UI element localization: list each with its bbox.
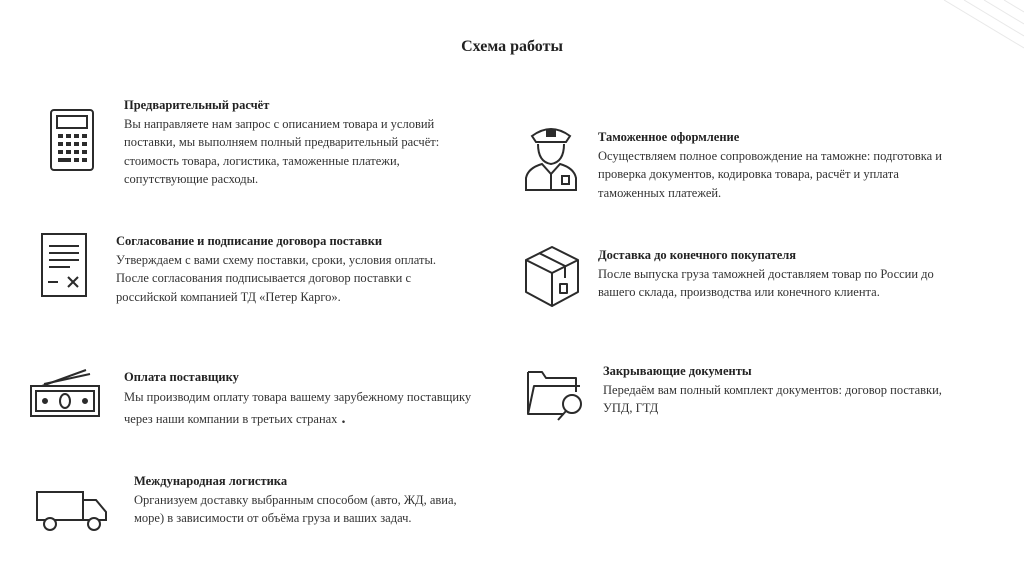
calculator-icon [48, 108, 100, 174]
step-heading: Предварительный расчёт [124, 98, 270, 112]
step-description: Утверждаем с вами схему поставки, сроки, условия оплаты. После согласования подписывается договор поставки с российской компанией ТД «Петер Карго». [116, 252, 436, 304]
step-description: Организуем доставку выбранным способом (авто, ЖД, авиа, море) в зависимости от объёма груза и ваших задач. [134, 492, 457, 526]
step-description: Вы направляете нам запрос с описанием товара и условий поставки, мы выполняем полный предварительный расчёт: стоимость товара, логистика, таможенные платежи, сопутствующие расходы. [124, 116, 440, 187]
step-heading: Согласование и подписание договора поставки [116, 234, 383, 248]
step-description: Передаём вам полный комплект документов: договор поставки, УПД, ГТД [603, 382, 942, 416]
trailing-dot: . [341, 410, 346, 427]
step-description: Мы производим оплату товара вашему зарубежному поставщику через наши компании в третьих странах [124, 390, 472, 426]
box-icon [522, 244, 582, 310]
step-heading: Оплата поставщику [124, 370, 239, 384]
page-title: Схема работы [461, 38, 563, 55]
money-icon [28, 364, 104, 422]
step-heading: Международная логистика [134, 474, 288, 488]
customs-officer-icon [522, 124, 580, 194]
truck-icon [34, 488, 110, 534]
step-heading: Таможенное оформление [598, 130, 740, 144]
step-heading: Закрывающие документы [603, 364, 752, 378]
folder-search-icon [524, 362, 588, 426]
step-heading: Доставка до конечного покупателя [598, 248, 797, 262]
contract-icon [40, 232, 92, 300]
step-description: После выпуска груза таможней доставляем товар по России до вашего склада, производства или конечного клиента. [598, 266, 934, 300]
step-description: Осуществляем полное сопровождение на таможне: подготовка и проверка документов, кодировка товара, расчёт и уплата таможенных платежей. [598, 148, 942, 200]
